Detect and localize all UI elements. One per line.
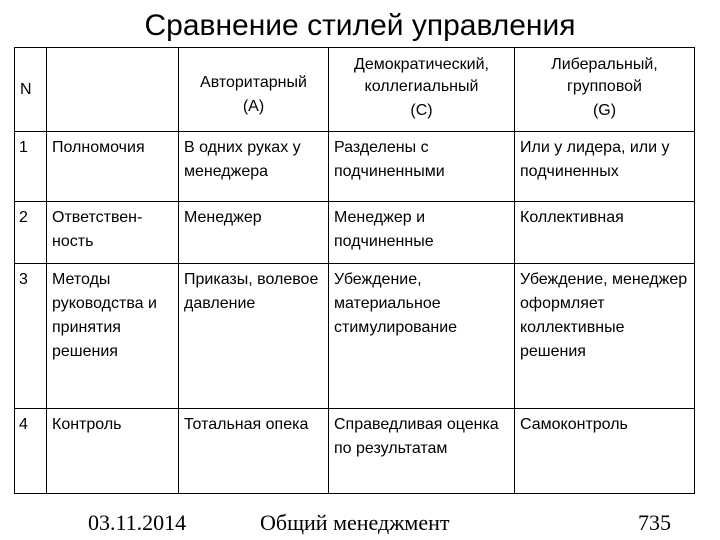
- header-authoritarian-code: (A): [242, 98, 265, 115]
- header-democratic-code: (C): [410, 102, 433, 119]
- cell-democratic: Убеждение, материальное стимулирование: [329, 264, 515, 409]
- table-row: [15, 409, 695, 494]
- row-criterion: Ответствен-ность: [47, 202, 179, 264]
- table-row: [15, 132, 695, 202]
- table-row: [15, 264, 695, 409]
- row-number: 2: [15, 202, 47, 264]
- row-number: 4: [15, 409, 47, 494]
- cell-liberal: Или у лидера, или у подчиненных: [515, 132, 695, 202]
- header-number: N: [15, 48, 47, 132]
- header-authoritarian-name: Авторитарный: [200, 74, 307, 91]
- header-authoritarian: [179, 48, 329, 132]
- cell-democratic: Справедливая оценка по результатам: [329, 409, 515, 494]
- cell-authoritarian: Приказы, волевое давление: [179, 264, 329, 409]
- header-liberal-code: (G): [592, 102, 617, 119]
- comparison-table: [14, 47, 695, 494]
- cell-liberal: Коллективная: [515, 202, 695, 264]
- footer-course-title: Общий менеджмент: [260, 510, 450, 535]
- cell-authoritarian: Менеджер: [179, 202, 329, 264]
- cell-democratic: Менеджер и подчиненные: [329, 202, 515, 264]
- header-democratic-name: Демократический, коллегиальный: [354, 56, 489, 95]
- cell-authoritarian: В одних руках у менеджера: [179, 132, 329, 202]
- cell-liberal: Самоконтроль: [515, 409, 695, 494]
- cell-authoritarian: Тотальная опека: [179, 409, 329, 494]
- cell-liberal: Убеждение, менеджер оформляет коллективные решения: [515, 264, 695, 409]
- row-criterion: Полномочия: [47, 132, 179, 202]
- table-header-row: [15, 48, 695, 132]
- table-row: [15, 202, 695, 264]
- page-title: Сравнение стилей управления: [144, 9, 576, 42]
- footer-date: 03.11.2014: [88, 510, 187, 535]
- header-liberal-name: Либеральный, групповой: [551, 56, 658, 95]
- row-criterion: Методы руководства и принятия решения: [47, 264, 179, 409]
- row-criterion: Контроль: [47, 409, 179, 494]
- header-democratic: [329, 48, 515, 132]
- header-criterion: [47, 48, 179, 132]
- header-liberal: [515, 48, 695, 132]
- cell-democratic: Разделены с подчиненными: [329, 132, 515, 202]
- row-number: 1: [15, 132, 47, 202]
- footer-page-number: 735: [638, 510, 671, 535]
- row-number: 3: [15, 264, 47, 409]
